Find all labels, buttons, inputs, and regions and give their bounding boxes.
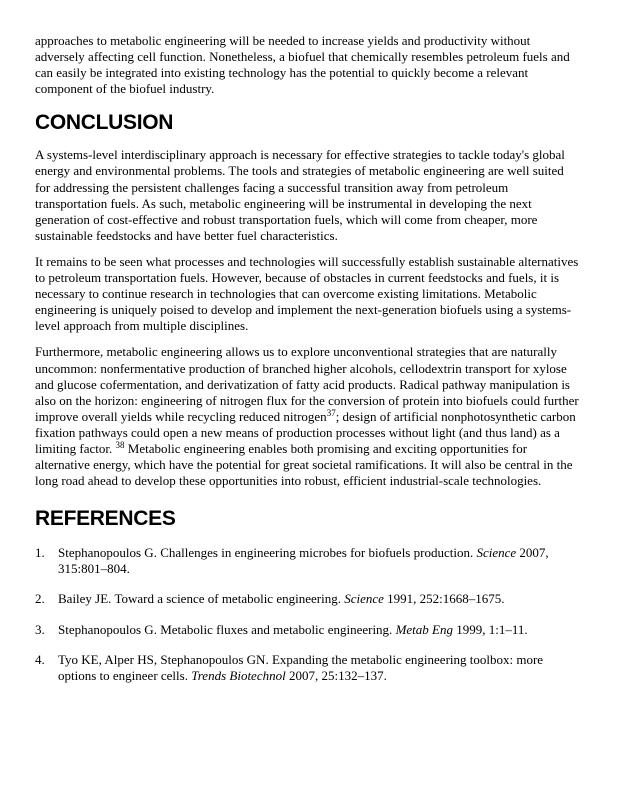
- reference-list: [35, 545, 582, 684]
- paragraph-text: ; design of artificial nonphotosynthetic carbon fixation pathways could open a new means of production processes without light (and thus land) as a limiting factor.: [35, 408, 576, 456]
- conclusion-paragraph-1: A systems-level interdisciplinary approach is necessary for effective strategies to tackle today's global energy and environmental problems. The tools and strategies of metabolic engineering are well suited for addressing the persistent challenges facing a successful transition away from petroleum transportation fuels. As such, metabolic engineering will be instrumental in developing the next generation of cost-effective and robust transportation fuels, which will come from cheaper, more sustainable feedstocks and have better fuel characteristics.: [35, 147, 565, 243]
- reference-item-1: [35, 545, 582, 577]
- reference-citation: Bailey JE. Toward a science of metabolic engineering.: [58, 591, 345, 607]
- paragraph-text: Furthermore, metabolic engineering allows us to explore unconventional strategies that are naturally uncommon: nonfermentative production of branched higher alcohols, cellodextrin transport for xylose and glucose cofermentation, and derivatization of fatty acid products. Radical pathway manipulation is also on the horizon: engineering of nitrogen flux for the conversion of protein into biofuels could further improve overall yields while recycling reduced nitrogen: [35, 344, 579, 424]
- reference-citation: Tyo KE, Alper HS, Stephanopoulos GN. Expanding the metabolic engineering toolbox: more options to engineer cells.: [58, 651, 544, 683]
- reference-text: [58, 545, 582, 577]
- reference-number: 2.: [35, 591, 45, 607]
- conclusion-paragraph-3: [35, 344, 582, 489]
- references-heading: REFERENCES: [35, 507, 176, 531]
- reference-pages: 1999, 1:1–11.: [452, 621, 528, 637]
- journal-name: Metab Eng: [395, 621, 453, 637]
- journal-name: Trends Biotechnol: [191, 667, 286, 683]
- reference-item-2: [35, 591, 582, 607]
- reference-item-3: [35, 622, 582, 638]
- conclusion-paragraph-2: It remains to be seen what processes and technologies will successfully establish sustainable alternatives to petroleum transportation fuels. However, because of obstacles in current feedstocks and fuels, it is necessary to continue research in technologies that can overcome existing limitations. Metabolic engineering is uniquely poised to develop and implement the next-generation biofuels using a systems-level approach from multiple disciplines.: [35, 253, 579, 334]
- reference-citation: Stephanopoulos G. Challenges in engineering microbes for biofuels production.: [58, 545, 477, 561]
- reference-item-4: [35, 652, 582, 684]
- reference-text: [58, 652, 582, 684]
- reference-citation: Stephanopoulos G. Metabolic fluxes and metabolic engineering.: [58, 621, 396, 637]
- journal-name: Science: [476, 545, 517, 561]
- paragraph-text: Metabolic engineering enables both promising and exciting opportunities for alternative energy, which have the potential for great societal ramifications. It will also be central in the long road ahead to develop these opportunities into robust, efficient industrial-scale technologies.: [35, 440, 573, 489]
- reference-text: [58, 591, 582, 607]
- reference-pages: 1991, 252:1668–1675.: [383, 591, 505, 607]
- intro-paragraph: approaches to metabolic engineering will be needed to increase yields and productivity without adversely affecting cell function. Nonetheless, a biofuel that chemically resembles petroleum fuels and can easily be integrated into existing technology has the potential to quickly become a relevant component of the biofuel industry.: [35, 33, 570, 97]
- citation-ref-37: 37: [326, 408, 336, 419]
- conclusion-heading: CONCLUSION: [35, 111, 174, 135]
- reference-number: 1.: [35, 545, 45, 561]
- journal-name: Science: [344, 591, 384, 607]
- reference-number: 4.: [35, 651, 45, 667]
- reference-pages: 2007, 25:132–137.: [285, 667, 387, 683]
- citation-ref-38: 38: [115, 440, 125, 451]
- reference-pages: 2007, 315:801–804.: [58, 545, 549, 577]
- reference-text: [58, 622, 582, 638]
- reference-number: 3.: [35, 621, 45, 637]
